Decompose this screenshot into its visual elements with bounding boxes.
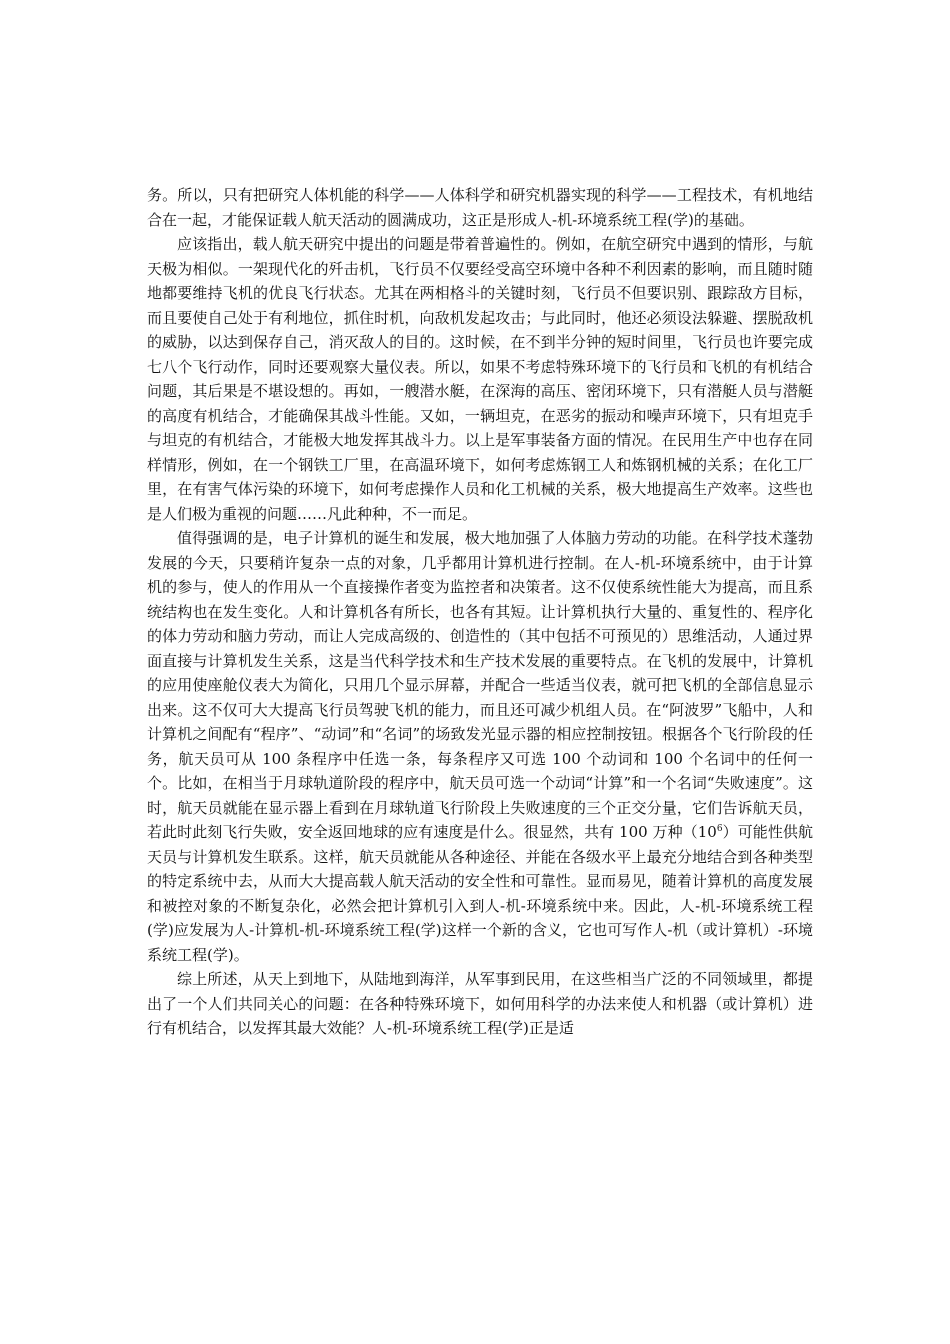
paragraph-computer-role-text-a: 值得强调的是，电子计算机的诞生和发展，极大地加强了人体脑力劳动的功能。在科学技术蓬勃发展的今天，只要稍许复杂一点的对象，几乎都用计算机进行控制。在人-机-环境系统中，由于计算机的参与，使人的作用从一个直接操作者变为监控者和决策者。这不仅使系统性能大为提高，而且系统结构也在发生变化。人和计算机各有所长，也各有其短。让计算机执行大量的、重复性的、程序化的体力劳动和脑力劳动，而让人完成高级的、创造性的（其中包括不可预见的）思维活动，人通过界面直接与计算机发生关系，这是当代科学技术和生产技术发展的重要特点。在飞机的发展中，计算机的应用使座舱仪表大为简化，只用几个显示屏幕，并配合一些适当仪表，就可把飞机的全部信息显示出来。这不仅可大大提高飞行员驾驶飞机的能力，而且还可减少机组人员。在“阿波罗”飞船中，人和计算机之间配有“程序”、“动词”和“名词”的场致发光显示器的相应控制按钮。根据各个飞行阶段的任务，航天员可从 100 条程序中任选一条，每条程序又可选 100 个动词和 100 个名词中的任何一个。比如，在相当于月球轨道阶段的程序中，航天员可选一个动词“计算”和一个名词“失败速度”。这时，航天员就能在显示器上看到在月球轨道飞行阶段上失败速度的三个正交分量，它们告诉航天员，若此时此刻飞行失败，安全返回地球的应有速度是什么。很显然，共有 100 万种（10 [147,529,813,841]
document-page [147,183,813,1041]
paragraph-computer-role [147,526,813,967]
paragraph-aviation-examples: 应该指出，载人航天研究中提出的问题是带着普遍性的。例如，在航空研究中遇到的情形，与航天极为相似。一架现代化的歼击机，飞行员不仅要经受高空环境中各种不利因素的影响，而且随时随地都要维持飞机的优良飞行状态。尤其在两相格斗的关键时刻，飞行员不但要识别、跟踪敌方目标，而且要使自己处于有利地位，抓住时机，向敌机发起攻击；与此同时，他还必须设法躲避、摆脱敌机的威胁，以达到保存自己，消灭敌人的目的。这时候，在不到半分钟的短时间里，飞行员也许要完成七八个飞行动作，同时还要观察大量仪表。所以，如果不考虑特殊环境下的飞行员和飞机的有机结合问题，其后果是不堪设想的。再如，一艘潜水艇，在深海的高压、密闭环境下，只有潜艇人员与潜艇的高度有机结合，才能确保其战斗性能。又如，一辆坦克，在恶劣的振动和噪声环境下，只有坦克手与坦克的有机结合，才能极大地发挥其战斗力。以上是军事装备方面的情况。在民用生产中也存在同样情形，例如，在一个钢铁工厂里，在高温环境下，如何考虑炼钢工人和炼钢机械的关系；在化工厂里，在有害气体污染的环境下，如何考虑操作人员和化工机械的关系，极大地提高生产效率。这些也是人们极为重视的问题……凡此种种，不一而足。 [147,235,813,523]
paragraph-summary: 综上所述，从天上到地下，从陆地到海洋，从军事到民用，在这些相当广泛的不同领域里，都提出了一个人们共同关心的问题：在各种特殊环境下，如何用科学的办法来使人和机器（或计算机）进行有机结合，以发挥其最大效能？人-机-环境系统工程(学)正是适 [147,970,813,1037]
paragraph-continuation: 务。所以，只有把研究人体机能的科学——人体科学和研究机器实现的科学——工程技术，有机地结合在一起，才能保证载人航天活动的圆满成功，这正是形成人-机-环境系统工程(学)的基础。 [147,186,813,229]
paragraph-computer-role-text-b: ）可能性供航天员与计算机发生联系。这样，航天员就能从各种途径、并能在各级水平上最充分地结合到各种类型的特定系统中去，从而大大提高载人航天活动的安全性和可靠性。显而易见，随着计算机的高度发展和被控对象的不断复杂化，必然会把计算机引入到人-机-环境系统中来。因此，人-机-环境系统工程(学)应发展为人-计算机-机-环境系统工程(学)这样一个新的含义，它也可写作人-机（或计算机）-环境系统工程(学)。 [147,823,813,964]
superscript-exponent: 6 [716,824,723,834]
